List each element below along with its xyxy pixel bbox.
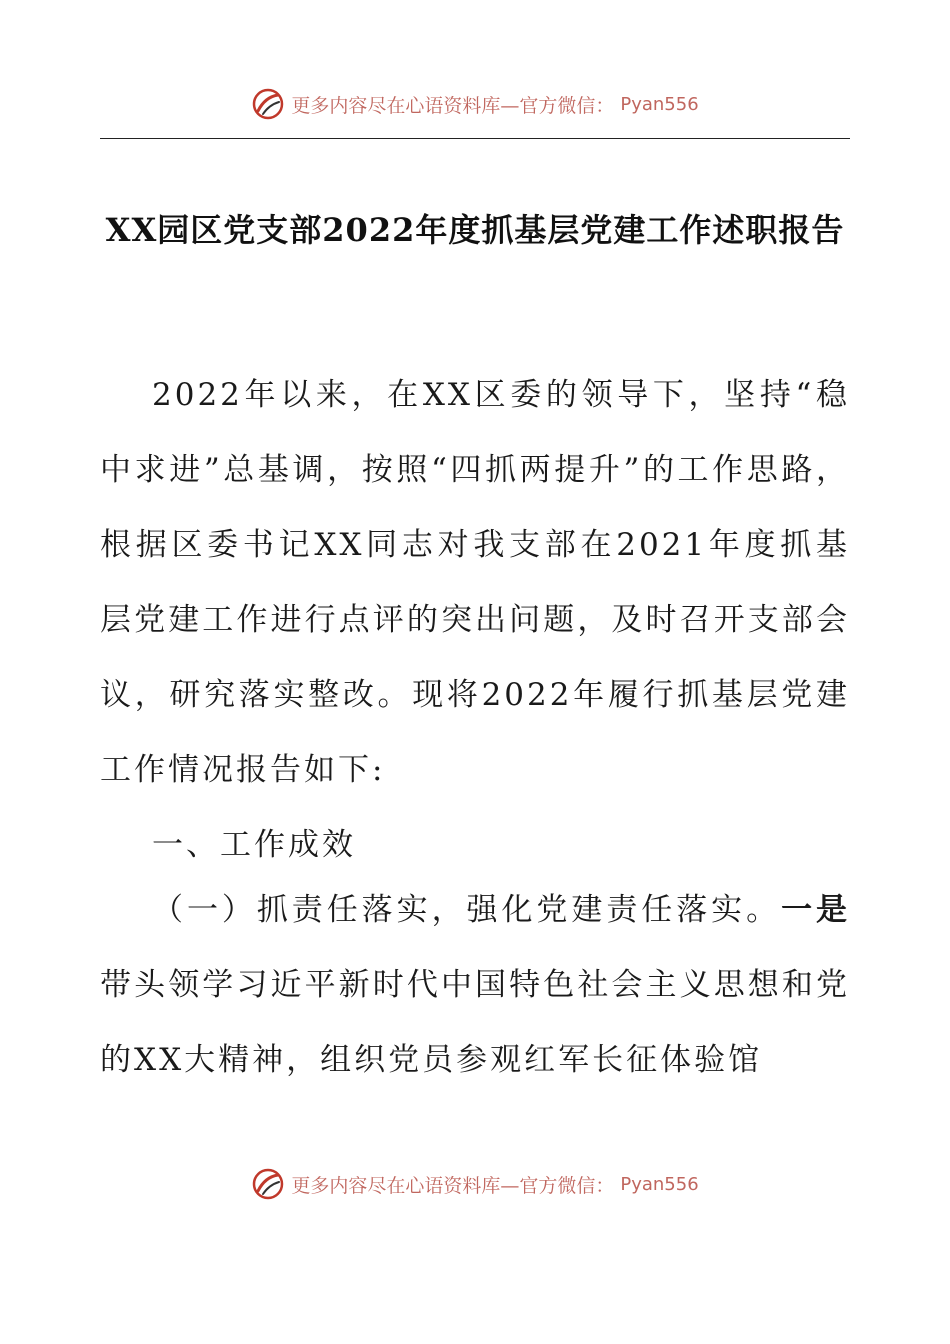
watermark-header xyxy=(0,84,950,124)
paragraph-lead: （一）抓责任落实，强化党建责任落实。 xyxy=(152,892,782,928)
watermark-footer xyxy=(0,1164,950,1204)
header-rule xyxy=(100,138,850,139)
logo-icon xyxy=(251,87,285,121)
paragraph-intro: 2022年以来，在XX区委的领导下，坚持“稳中求进”总基调，按照“四抓两提升”的工作思路，根据区委书记XX同志对我支部在2021年度抓基层党建工作进行点评的突出问题，及时召开支部会议，研究落实整改。现将2022年履行抓基层党建工作情况报告如下: xyxy=(100,377,850,788)
document-title: XX园区党支部2022年度抓基层党建工作述职报告 xyxy=(105,211,845,249)
section-heading: 一、工作成效 xyxy=(152,827,356,863)
watermark-suffix: Pyan556 xyxy=(620,93,699,115)
watermark-text: 更多内容尽在心语资料库—官方微信： xyxy=(291,94,615,117)
paragraph-emphasis: 一是 xyxy=(781,892,851,928)
watermark-text: 更多内容尽在心语资料库—官方微信： xyxy=(291,1174,615,1197)
paragraph-rest: 带头领学习近平新时代中国特色社会主义思想和党的XX大精神，组织党员参观红军长征体验馆 xyxy=(100,967,850,1078)
logo-icon xyxy=(251,1167,285,1201)
watermark-suffix: Pyan556 xyxy=(620,1173,699,1195)
paragraph-responsibility xyxy=(100,873,850,1098)
